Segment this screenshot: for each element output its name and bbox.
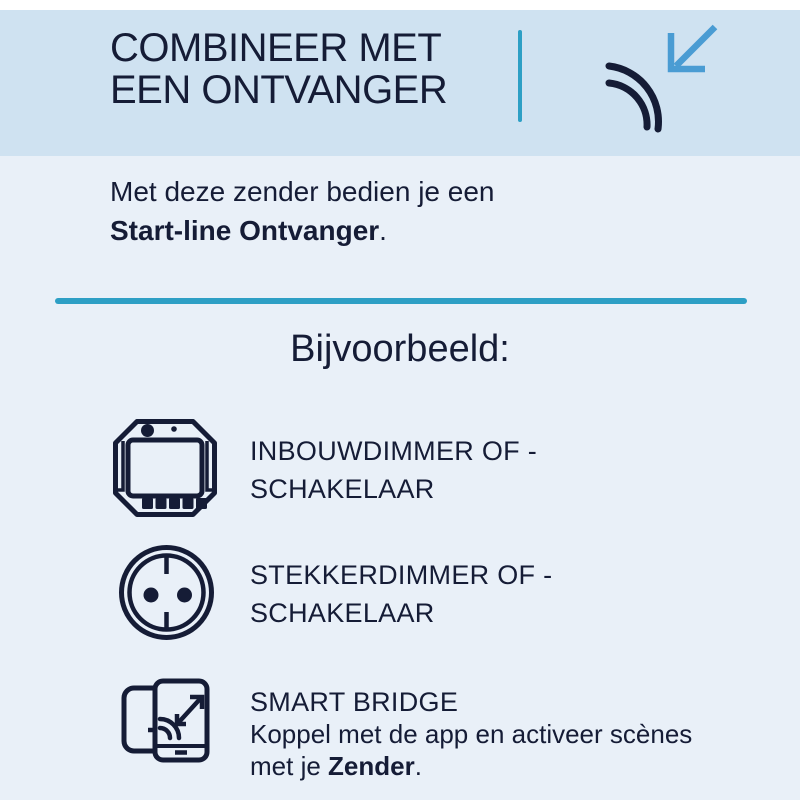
banner-title-line1: COMBINEER MET bbox=[110, 26, 442, 70]
examples-heading: Bijvoorbeeld: bbox=[290, 328, 510, 370]
item-title-inbouwdimmer bbox=[250, 432, 537, 508]
item3-title: SMART BRIDGE bbox=[250, 687, 459, 717]
plug-socket-icon bbox=[118, 544, 215, 641]
intro-line1: Met deze zender bedien je een bbox=[110, 176, 495, 207]
banner-title-line2: EEN ONTVANGER bbox=[110, 68, 448, 112]
item3-desc-suffix: . bbox=[414, 751, 422, 781]
main-section bbox=[0, 156, 800, 800]
intro-product-name: Start-line Ontvanger bbox=[110, 215, 380, 246]
item3-desc-line1: Koppel met de app en activeer scènes bbox=[250, 719, 693, 749]
banner-title bbox=[110, 27, 447, 111]
item1-title-line2: SCHAKELAAR bbox=[250, 474, 435, 504]
intro-suffix: . bbox=[379, 215, 387, 246]
flush-mount-module-icon bbox=[113, 419, 217, 517]
signal-receive-icon bbox=[603, 10, 725, 140]
item3-desc-line2-prefix: met je bbox=[250, 751, 329, 781]
section-divider bbox=[55, 298, 747, 304]
intro-text bbox=[110, 172, 495, 250]
item3-desc-bold: Zender bbox=[328, 751, 415, 781]
item2-title-line1: STEKKERDIMMER OF - bbox=[250, 560, 553, 590]
banner bbox=[0, 10, 800, 156]
item2-title-line2: SCHAKELAAR bbox=[250, 598, 435, 628]
vertical-divider bbox=[518, 30, 522, 122]
item-title-smart-bridge bbox=[250, 683, 458, 721]
smart-bridge-description bbox=[250, 718, 692, 782]
item1-title-line1: INBOUWDIMMER OF - bbox=[250, 436, 538, 466]
item-title-stekkerdimmer bbox=[250, 556, 552, 632]
smart-bridge-phone-icon bbox=[118, 677, 212, 765]
